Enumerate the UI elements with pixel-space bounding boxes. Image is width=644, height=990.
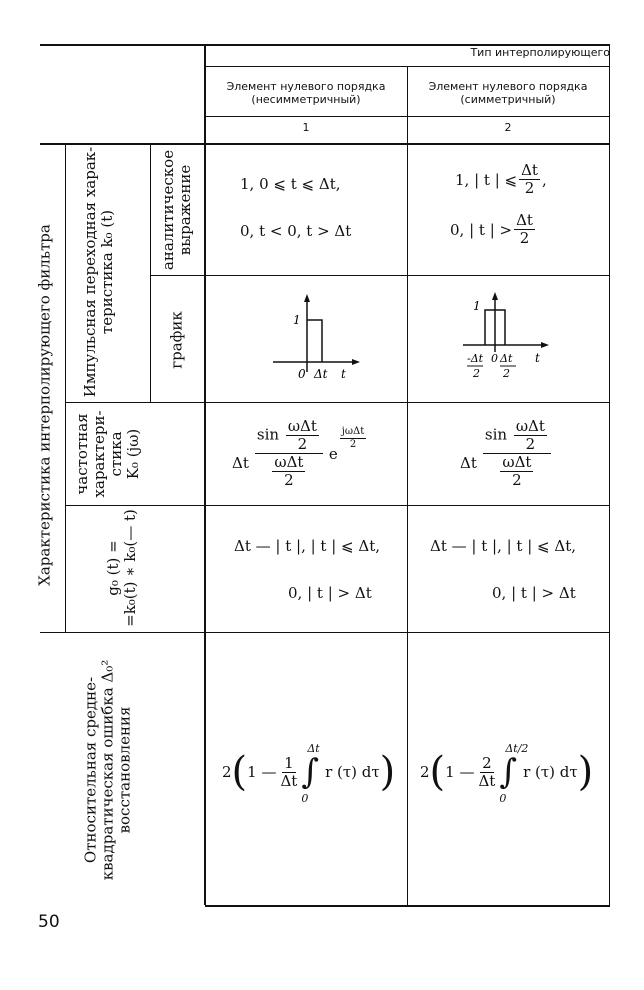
col1-g-line1: Δt — | t |, | t | ⩽ Δt, [234,537,381,555]
col2-g-line2: 0, | t | > Δt [492,584,576,602]
header-col1-title: Элемент нулевого порядка (несимметричный) [226,80,386,106]
col1-step-graph [265,292,365,382]
col1-graph-dt: Δt [314,367,328,381]
col1-graph-pulse [307,320,322,362]
row-freq-bottom [65,505,610,506]
col2-graph-t: t [535,351,540,365]
col1-analytic-line2: 0, t < 0, t > Δt [240,222,352,240]
col1-graph-t: t [341,367,346,381]
col2-error-formula: 2 ( 1 — $\frac{2}{\Delta t}$ ∫ Δt/2 0 r (τ) dτ ) [420,742,594,805]
col2-graph-zero: 0 [491,352,498,365]
col1-graph-one: 1 [293,313,301,327]
frequency-response-label: частотная характери- стика K₀ (jω) [73,410,142,498]
autocorrelation-label: g₀ (t) = =k₀(t) ∗ k₀(— t) [104,509,139,627]
header-col1-number: 1 [302,121,310,134]
vline-char [65,143,66,632]
col1-g-line2: 0, | t | > Δt [288,584,372,602]
header-col2-number: 2 [504,121,512,134]
header-group-title: Тип интерполирующего [470,46,610,59]
vline-main [204,44,206,905]
col2-frequency-formula: Δt sin $\frac{\text{ωΔt}}{2}$ $\frac{\text{ωΔt}}{2}$ [460,418,553,489]
impulse-response-label: Импульсная переходная харак- теристика k₀ (t) [81,146,116,398]
col2-graph-neg: -Δt [467,352,484,365]
header-bottom-rule [40,143,610,145]
analytic-expression-label: аналитическое выражение [159,149,194,271]
col2-graph-pos-den: 2 [503,367,510,380]
error-label: Относительная средне- квадратическая ошибка Δ₀² восстановления [81,659,134,881]
page-number: 50 [38,912,60,932]
vline-impulse [150,143,151,402]
row-graph-bottom [65,402,610,403]
vline-right [609,44,610,905]
table-bottom-rule [205,905,610,907]
col2-graph-one: 1 [473,299,481,313]
col2-graph-pos: Δt [500,352,513,365]
col2-graph-neg-den: 2 [473,367,480,380]
col2-analytic-line1: 1, | t | ⩽ $\frac{\Delta t}{2}$ , [455,161,547,197]
col1-analytic-line1: 1, 0 ⩽ t ⩽ Δt, [240,175,341,193]
vline-middle [407,66,408,905]
row-g-bottom [40,632,610,633]
graph-label: график [167,311,186,369]
col2-g-line1: Δt — | t |, | t | ⩽ Δt, [430,537,577,555]
col1-frequency-formula: Δt sin $\frac{\text{ωΔt}}{2}$ $\frac{\text{ωΔt}}{2}$ e $\frac{\text{jωΔt}}{2}$ [232,417,365,489]
filter-characteristic-label: Характеристика интерполирующего фильтра [35,224,54,586]
col2-step-graph [455,290,555,385]
row-analytic-bottom [150,275,610,276]
col1-error-formula: 2 ( 1 — $\frac{1}{\Delta t}$ ∫ Δt 0 r (τ) dτ ) [222,742,396,805]
header-col2-title: Элемент нулевого порядка (симметричный) [428,80,588,106]
col1-graph-zero: 0 [298,367,306,381]
col2-analytic-line2: 0, | t | > $\frac{\Delta t}{2}$ [450,211,533,247]
